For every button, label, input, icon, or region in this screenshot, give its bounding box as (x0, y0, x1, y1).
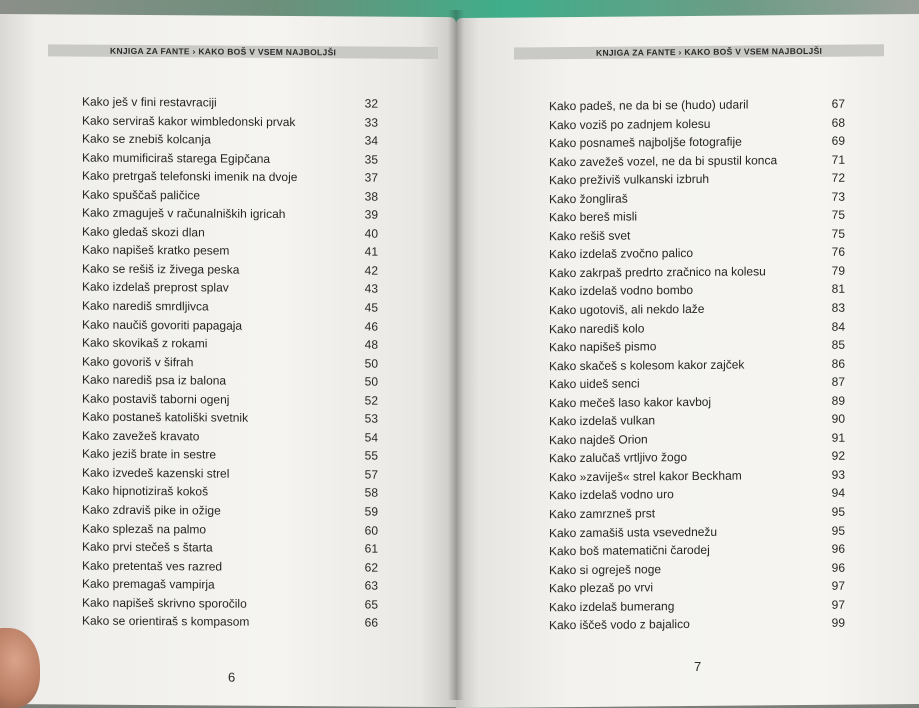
toc-entry-page: 65 (364, 597, 378, 612)
toc-entry-page: 37 (364, 170, 378, 185)
toc-entry-title: Kako narediš kolo (549, 320, 645, 336)
toc-entry-page: 61 (364, 541, 378, 556)
toc-entry-page: 42 (364, 263, 378, 278)
toc-entry-page: 96 (831, 560, 845, 575)
toc-entry-title: Kako spuščaš paličice (82, 187, 201, 203)
toc-entry-title: Kako premagaš vampirja (82, 576, 215, 592)
toc-entry-page: 75 (831, 207, 845, 223)
toc-entry-title: Kako hipnotiziraš kokoš (82, 484, 209, 499)
page-number: 7 (694, 658, 702, 674)
toc-entry-page: 79 (831, 263, 845, 278)
toc-entry-title: Kako zalučaš vrtljivo žogo (549, 450, 688, 466)
toc-entry (82, 297, 378, 318)
toc-entry (82, 241, 378, 262)
toc-entry-page: 86 (831, 356, 845, 371)
toc-entry-page: 73 (831, 189, 845, 204)
toc-entry-title: Kako zavežeš vozel, ne da bi spustil konca (549, 152, 778, 169)
toc-entry (82, 612, 378, 633)
toc-entry-page: 66 (364, 615, 378, 630)
toc-entry (82, 315, 378, 336)
toc-entry-page: 50 (364, 356, 378, 371)
toc-entry-title: Kako govoriš v šifrah (82, 354, 194, 370)
left-page (0, 14, 456, 707)
toc-entry-title: Kako splezaš na palmo (82, 521, 207, 537)
toc-entry-title: Kako mumificiraš starega Egipčana (82, 150, 271, 166)
toc-entry-page: 50 (364, 374, 378, 389)
toc-entry-page: 59 (364, 504, 378, 519)
right-page (456, 14, 919, 708)
toc-entry-page: 45 (364, 300, 378, 315)
toc-entry-title: Kako izdelaš bumerang (549, 598, 675, 614)
toc-entry-title: Kako rešiš svet (549, 228, 631, 244)
toc-entry (82, 185, 378, 206)
toc-entry (82, 519, 378, 540)
toc-entry (82, 426, 378, 447)
toc-entry-title: Kako preživiš vulkanski izbruh (549, 172, 710, 188)
toc-entry-title: Kako postaneš katoliški svetnik (82, 409, 249, 426)
toc-entry (82, 204, 378, 225)
toc-entry-title: Kako posnameš najboljše fotografije (549, 134, 742, 151)
toc-entry-page: 53 (364, 411, 378, 426)
toc-entry-page: 92 (831, 449, 845, 464)
toc-entry (82, 389, 378, 410)
toc-entry-page: 40 (364, 226, 378, 241)
toc-entry-title: Kako zamašiš usta vsevednežu (549, 524, 718, 540)
toc-entry-page: 75 (831, 226, 845, 241)
toc-entry-page: 87 (831, 374, 845, 389)
toc-entry-page: 93 (831, 467, 845, 482)
toc-entry (82, 111, 378, 132)
toc-entry (82, 167, 378, 188)
toc-entry-page: 89 (831, 393, 845, 408)
toc-entry-title: Kako pretrgaš telefonski imenik na dvoje (82, 168, 298, 185)
toc-entry-page: 83 (831, 300, 845, 315)
toc-entry-page: 43 (364, 282, 378, 297)
toc-entry-title: Kako izdelaš vodno bombo (549, 283, 694, 299)
toc-entry-title: Kako skačeš s kolesom kakor zajček (549, 357, 745, 373)
toc-entry-title: Kako prvi stečeš s štarta (82, 539, 213, 555)
toc-entry-page: 67 (831, 96, 845, 111)
toc-entry-page: 33 (364, 115, 378, 130)
toc-entry-title: Kako izdelaš vulkan (549, 413, 656, 429)
page-number: 6 (228, 669, 236, 685)
toc-entry-title: Kako najdeš Orion (549, 432, 648, 448)
toc-entry-page: 69 (831, 133, 845, 148)
toc-entry-title: Kako serviraš kakor wimbledonski prvak (82, 113, 296, 129)
toc-entry (82, 259, 378, 280)
toc-entry-page: 71 (831, 152, 845, 167)
toc-entry-page: 85 (831, 337, 845, 352)
toc-entry-page: 99 (831, 615, 845, 631)
toc-entry-title: Kako iščeš vodo z bajalico (549, 617, 690, 633)
toc-entry-title: Kako ješ v fini restavraciji (82, 94, 217, 110)
toc-entry (82, 93, 378, 114)
toc-entry-page: 94 (831, 486, 845, 501)
toc-entry-title: Kako izdelaš preprost splav (82, 280, 229, 296)
toc-entry-page: 95 (831, 504, 845, 519)
toc-entry-page: 97 (831, 578, 845, 593)
toc-entry-page: 46 (364, 319, 378, 334)
toc-entry-title: Kako skovikaš z rokami (82, 335, 208, 351)
toc-entry-title: Kako narediš psa iz balona (82, 372, 227, 388)
toc-entry-title: Kako postaviš taborni ogenj (82, 391, 230, 407)
toc-entry (82, 352, 378, 373)
toc-entry-title: Kako uideš senci (549, 376, 640, 392)
toc-entry (82, 278, 378, 299)
toc-entry-page: 62 (364, 560, 378, 575)
toc-entry-title: Kako izvedeš kazenski strel (82, 465, 230, 481)
toc-entry-page: 96 (831, 541, 845, 556)
toc-entry-title: Kako izdelaš vodno uro (549, 487, 674, 503)
toc-entry-page: 60 (364, 523, 378, 538)
toc-entry-page: 95 (831, 523, 845, 538)
toc-entry-title: Kako jeziš brate in sestre (82, 446, 217, 462)
toc-entry-title: Kako »zaviješ« strel kakor Beckham (549, 468, 742, 485)
toc-entry-title: Kako naučiš govoriti papagaja (82, 317, 243, 333)
running-header: KNJIGA ZA FANTE › KAKO BOŠ V VSEM NAJBOLJŠI (596, 45, 823, 58)
toc-entry-page: 34 (364, 133, 378, 148)
toc-entry-title: Kako bereš misli (549, 209, 638, 225)
toc-entry-title: Kako plezaš po vrvi (549, 580, 654, 596)
toc-entry-page: 84 (831, 319, 845, 334)
toc-entry-page: 58 (364, 486, 378, 501)
table-of-contents-right (549, 95, 845, 635)
toc-entry-title: Kako voziš po zadnjem kolesu (549, 116, 711, 132)
toc-entry-title: Kako boš matematični čarodej (549, 542, 710, 559)
toc-entry-page: 72 (831, 170, 845, 185)
toc-entry-page: 39 (364, 207, 378, 222)
toc-entry-title: Kako mečeš laso kakor kavboj (549, 394, 712, 410)
toc-entry-title: Kako se znebiš kolcanja (82, 131, 211, 147)
toc-entry-title: Kako se rešiš iz živega peska (82, 261, 240, 277)
toc-entry-title: Kako napišeš pismo (549, 339, 657, 355)
toc-entry-title: Kako si ogreješ noge (549, 561, 662, 577)
toc-entry-title: Kako izdelaš zvočno palico (549, 246, 694, 262)
toc-entry-page: 76 (831, 245, 845, 260)
toc-entry (82, 445, 378, 466)
toc-entry-page: 54 (364, 430, 378, 445)
toc-entry (82, 464, 378, 485)
toc-entry (82, 593, 378, 614)
toc-entry (82, 575, 378, 596)
toc-entry-title: Kako napišeš skrivno sporočilo (82, 595, 247, 611)
book-spine-gutter (448, 10, 464, 700)
toc-entry (82, 334, 378, 355)
toc-entry-title: Kako narediš smrdljivca (82, 298, 209, 314)
toc-entry-title: Kako žongliraš (549, 191, 628, 206)
toc-entry-title: Kako pretentaš ves razred (82, 558, 223, 574)
toc-entry-title: Kako padeš, ne da bi se (hudo) udaril (549, 97, 749, 114)
running-header: KNJIGA ZA FANTE › KAKO BOŠ V VSEM NAJBOLJŠI (110, 45, 337, 58)
toc-entry-page: 63 (364, 578, 378, 593)
toc-entry-title: Kako zamrzneš prst (549, 506, 656, 522)
toc-entry (82, 556, 378, 577)
toc-entry-title: Kako napišeš kratko pesem (82, 242, 230, 258)
toc-entry-page: 81 (831, 282, 845, 297)
toc-entry-page: 32 (364, 96, 378, 111)
toc-entry-page: 91 (831, 430, 845, 445)
toc-entry-page: 35 (364, 152, 378, 167)
toc-entry-page: 38 (364, 189, 378, 204)
toc-entry (82, 482, 378, 503)
toc-entry (82, 130, 378, 151)
toc-entry (82, 538, 378, 559)
toc-entry-page: 52 (364, 393, 378, 408)
toc-entry-page: 48 (364, 337, 378, 352)
toc-entry-title: Kako zavežeš kravato (82, 428, 200, 444)
toc-entry-title: Kako se orientiraš s kompasom (82, 613, 250, 630)
toc-entry (549, 614, 845, 635)
toc-entry (82, 222, 378, 243)
table-of-contents-left (82, 93, 378, 633)
toc-entry (82, 371, 378, 392)
toc-entry-title: Kako zmaguješ v računalniških igricah (82, 205, 286, 222)
toc-entry (82, 408, 378, 429)
toc-entry-page: 90 (831, 411, 845, 427)
toc-entry-page: 57 (364, 467, 378, 482)
toc-entry-title: Kako gledaš skozi dlan (82, 224, 205, 240)
toc-entry (82, 501, 378, 522)
toc-entry (82, 148, 378, 169)
toc-entry-page: 55 (364, 448, 378, 464)
toc-entry-title: Kako ugotoviš, ali nekdo laže (549, 301, 705, 318)
toc-entry-title: Kako zakrpaš predrto zračnico na kolesu (549, 264, 766, 281)
toc-entry-page: 97 (831, 597, 845, 612)
toc-entry-title: Kako zdraviš pike in ožige (82, 502, 221, 518)
toc-entry-page: 41 (364, 244, 378, 260)
toc-entry-page: 68 (831, 115, 845, 130)
